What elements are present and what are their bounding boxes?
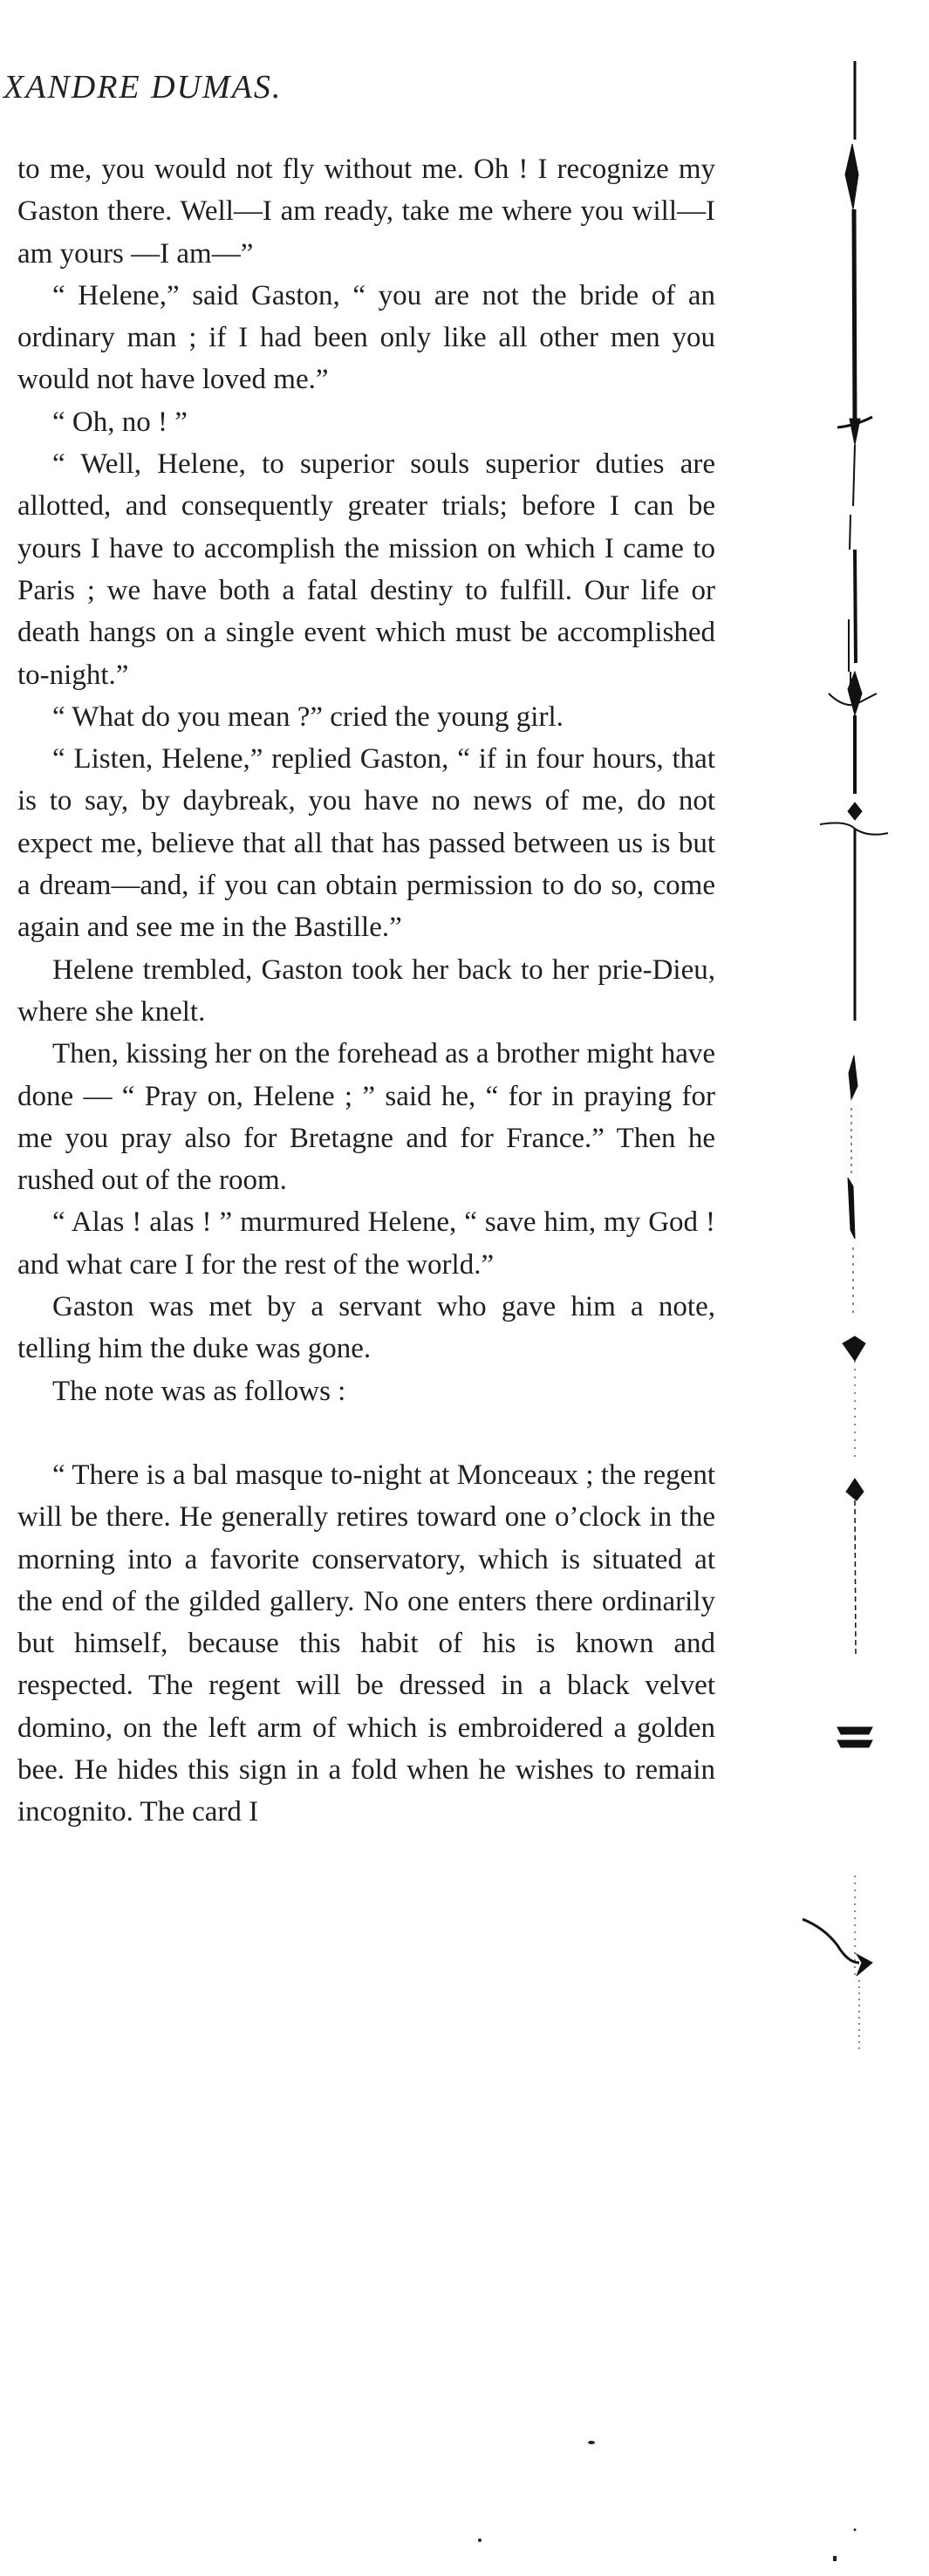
paragraph-11: The note was as follows : [52,1375,346,1407]
paragraph-7: Helene trembled, Gaston took her back to her prie-Dieu, where she knelt. [17,953,715,1028]
paragraph-5: “ What do you mean ?” cried the young girl. [52,700,564,733]
paragraph-8: Then, kissing her on the forehead as a brother might have done — “ Pray on, Helene ; ” said he, “ for in praying for me you pray also for Bretagne and for France.” Then he rushed out of the room. [17,1038,715,1197]
paragraph-9: “ Alas ! alas ! ” murmured Helene, “ save him, my God ! and what care I for the rest of the world.” [17,1206,715,1281]
paragraph-4: “ Well, Helene, to superior souls superior duties are allotted, and consequently greater trials; before I can be yours I have to accomplish the mission on which I came to Paris ; we have both a fatal destiny to fulfill. Our life or death hangs on a single event which must be accomplished to-night.” [17,448,715,691]
paragraph-2: “ Helene,” said Gaston, “ you are not the bride of an ordinary man ; if I had been only like all other men you would not have loved me.” [17,279,715,396]
running-head: XANDRE DUMAS. [3,69,283,106]
paragraph-10: Gaston was met by a servant who gave him a note, telling him the duke was gone. [17,1291,715,1365]
note-paragraph: “ There is a bal masque to-night at Monceaux ; the regent will be there. He generally retires toward one o’clock in the morning into a favorite conservatory, which is situated at the end of the gilded gallery. No one enters there ordinarily but himself, because this habit of his is known and respected. The regent will be dressed in a black velvet domino, on the left arm of which is embroidered a golden bee. He hides this sign in a fold when he wishes to remain incognito. The card I [17,1459,715,1828]
paragraph-3: “ Oh, no ! ” [52,406,188,438]
paragraph-6: “ Listen, Helene,” replied Gaston, “ if in four hours, that is to say, by daybreak, you have no news of me, do not expect me, believe that all that has passed between us is but a dream—and, if you can obtain permission to do so, come again and see me in the Bastille.” [17,743,715,944]
paragraph-1: to me, you would not fly without me. Oh ! I recognize my Gaston there. Well—I am ready, take me where you will—I am yours —I am—” [17,154,715,270]
